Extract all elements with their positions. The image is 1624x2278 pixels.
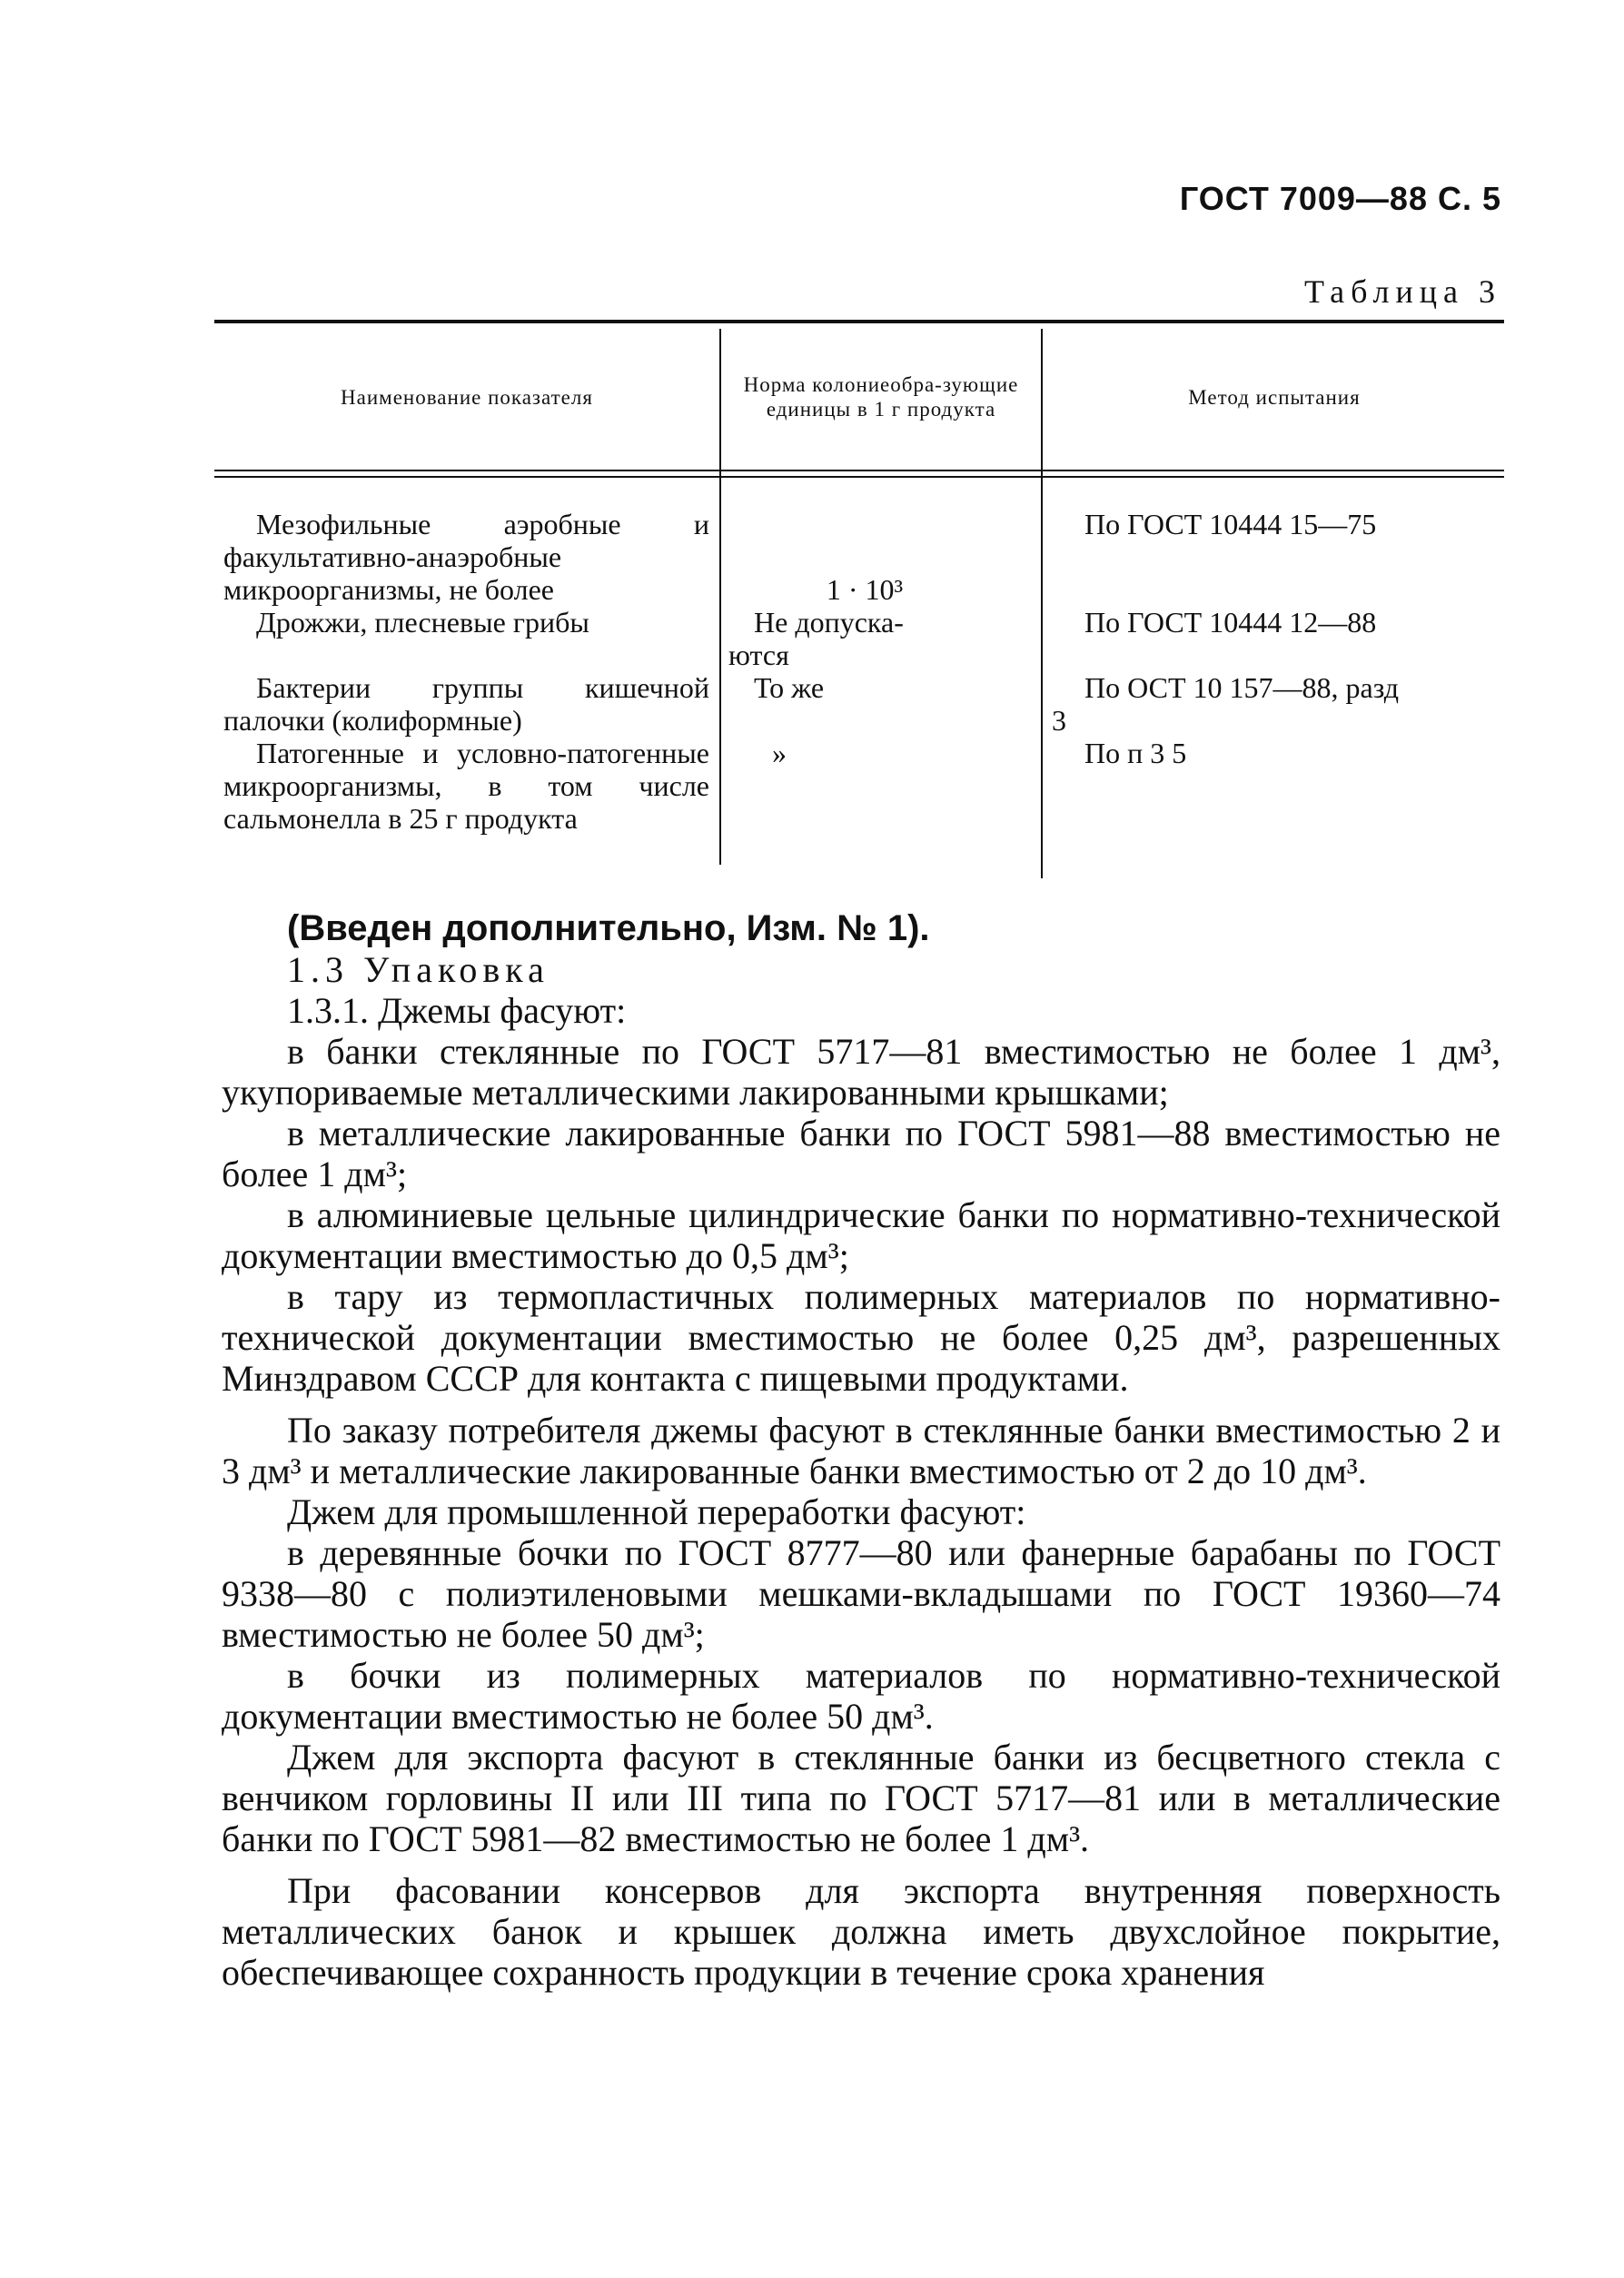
paragraph: в банки стеклянные по ГОСТ 5717—81 вместимостью не более 1 дм³, укупориваемые металлическими лакированными крышками; — [222, 1031, 1500, 1113]
table-cell-name: Бактерии группы кишечной палочки (колиформные) — [223, 671, 709, 737]
table-column-divider — [1041, 329, 1043, 878]
table-caption: Таблица 3 — [1304, 273, 1501, 310]
page-header: ГОСТ 7009—88 С. 5 — [1179, 180, 1501, 217]
table-header-rule — [214, 470, 1504, 471]
column-header-method: Метод испытания — [1188, 385, 1361, 409]
paragraph: в алюминиевые цельные цилиндрические банки по нормативно-технической документации вместимостью до 0,5 дм³; — [222, 1194, 1500, 1276]
document-body — [222, 908, 1500, 1993]
table-cell-name: Мезофильные аэробные и факультативно-анаэробные микроорганизмы, не более — [223, 508, 709, 606]
table-cell-name: Патогенные и условно-патогенные микроорганизмы, в том числе сальмонелла в 25 г продукта — [223, 737, 709, 835]
table-cell-method: По ОСТ 10 157—88, разд 3 — [1052, 671, 1400, 737]
table-cell-name: Дрожжи, плесневые грибы — [256, 606, 589, 639]
paragraph: в тару из термопластичных полимерных материалов по нормативно-технической документации вместимостью не более 0,25 дм³, разрешенных Минздравом СССР для контакта с пищевыми продуктами. — [222, 1276, 1500, 1399]
amendment-note: (Введен дополнительно, Изм. № 1). — [287, 908, 930, 948]
section-heading: 1.3 Упаковка — [287, 949, 550, 990]
paragraph-gap — [222, 1859, 1500, 1870]
paragraph: При фасовании консервов для экспорта внутренняя поверхность металлических банок и крышек должна иметь двухслойное покрытие, обеспечивающее сохранность продукции в течение срока хранения — [222, 1870, 1500, 1993]
paragraph-gap — [222, 1399, 1500, 1410]
paragraph: По заказу потребителя джемы фасуют в стеклянные банки вместимостью 2 и 3 дм³ и металлические лакированные банки вместимостью от 2 до 10 дм³. — [222, 1410, 1500, 1491]
paragraph: в деревянные бочки по ГОСТ 8777—80 или фанерные барабаны по ГОСТ 9338—80 с полиэтиленовыми мешками-вкладышами по ГОСТ 19360—74 вместимостью не более 50 дм³; — [222, 1532, 1500, 1655]
table-cell-norm: » — [772, 737, 787, 769]
table-cell-norm: Не допуска-ются — [728, 606, 904, 671]
table-header-rule-double — [214, 476, 1504, 478]
table-cell-norm: То же — [754, 671, 825, 704]
paragraph: Джем для промышленной переработки фасуют: — [287, 1491, 1026, 1532]
microbiology-table — [214, 320, 1504, 878]
column-header-indicator: Наименование показателя — [341, 385, 593, 409]
table-cell-method: По ГОСТ 10444 12—88 — [1084, 606, 1377, 639]
table-column-divider — [719, 329, 721, 865]
paragraph: в металлические лакированные банки по ГОСТ 5981—88 вместимостью не более 1 дм³; — [222, 1113, 1500, 1194]
column-header-norm: Норма колониеобра-зующие единицы в 1 г продукта — [743, 373, 1019, 421]
table-cell-method: По п 3 5 — [1084, 737, 1187, 769]
paragraph: в бочки из полимерных материалов по нормативно-технической документации вместимостью не более 50 дм³. — [222, 1655, 1500, 1737]
table-cell-norm: 1 · 10³ — [826, 573, 904, 606]
table-cell-method: По ГОСТ 10444 15—75 — [1084, 508, 1377, 540]
table-top-rule — [214, 320, 1504, 323]
paragraph: 1.3.1. Джемы фасуют: — [287, 990, 627, 1031]
paragraph: Джем для экспорта фасуют в стеклянные банки из бесцветного стекла с венчиком горловины II или III типа по ГОСТ 5717—81 или в металлические банки по ГОСТ 5981—82 вместимостью не более 1 дм³. — [222, 1737, 1500, 1859]
